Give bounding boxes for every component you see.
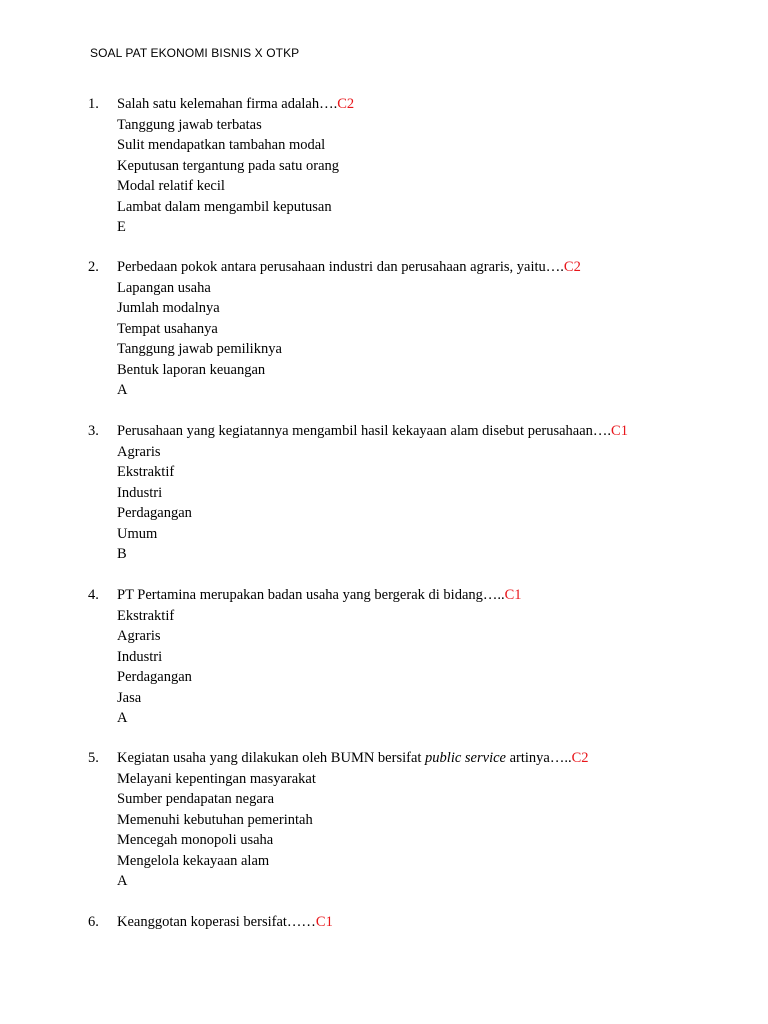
question-body xyxy=(117,585,757,729)
cognitive-level: C1 xyxy=(315,914,333,930)
option-e: Umum xyxy=(117,525,158,542)
stem-text: Salah satu kelemahan firma adalah xyxy=(117,96,320,112)
question-body xyxy=(117,94,757,238)
cognitive-level: C1 xyxy=(504,587,522,603)
stem-dots: ….. xyxy=(549,750,572,766)
option-b: Sumber pendapatan negara xyxy=(117,791,275,807)
cognitive-level: C2 xyxy=(563,259,581,275)
question-body xyxy=(117,748,757,892)
question-body xyxy=(117,257,757,401)
stem-text: Perbedaan pokok antara perusahaan industri dan perusahaan agraris, yaitu xyxy=(117,259,546,275)
option-d: Modal relatif kecil xyxy=(117,178,225,194)
option-e: Lambat dalam mengambil keputusan xyxy=(117,198,332,215)
question-stem xyxy=(117,94,757,115)
question-stem xyxy=(117,748,757,769)
option-d: Mencegah monopoli usaha xyxy=(117,832,274,848)
stem-dots: ….. xyxy=(482,587,505,603)
question-body xyxy=(117,421,757,565)
answer-key: A xyxy=(117,382,128,398)
stem-dots: …… xyxy=(286,914,316,930)
document-title: SOAL PAT EKONOMI BISNIS X OTKP xyxy=(90,46,300,60)
question-stem xyxy=(117,912,757,933)
cognitive-level: C2 xyxy=(571,750,589,766)
answer-key: A xyxy=(117,710,128,726)
cognitive-level: C1 xyxy=(611,423,628,439)
option-b: Ekstraktif xyxy=(117,464,175,480)
option-c: Keputusan tergantung pada satu orang xyxy=(117,157,340,174)
question-number: 1. xyxy=(88,96,99,112)
option-a: Ekstraktif xyxy=(117,607,175,624)
question-stem xyxy=(117,257,757,278)
option-c: Tempat usahanya xyxy=(117,320,218,337)
stem-dots: …. xyxy=(592,423,612,439)
option-e: Jasa xyxy=(117,689,142,706)
option-a: Melayani kepentingan masyarakat xyxy=(117,770,316,787)
answer-key: A xyxy=(117,873,128,889)
option-e: Bentuk laporan keuangan xyxy=(117,361,266,378)
option-c: Industri xyxy=(117,484,163,501)
option-e: Mengelola kekayaan alam xyxy=(117,852,270,869)
option-a: Lapangan usaha xyxy=(117,279,211,296)
stem-text: Kegiatan usaha yang dilakukan oleh BUMN bersifat xyxy=(117,750,426,766)
question-number: 6. xyxy=(88,914,99,930)
stem-italic-term: public service xyxy=(425,750,506,766)
question-stem xyxy=(117,421,757,442)
option-a: Tanggung jawab terbatas xyxy=(117,116,262,133)
answer-key: E xyxy=(117,219,126,235)
option-d: Perdagangan xyxy=(117,669,192,685)
stem-text: Perusahaan yang kegiatannya mengambil hasil kekayaan alam disebut perusahaan xyxy=(117,423,593,439)
question-number: 2. xyxy=(88,259,99,275)
stem-dots: …. xyxy=(319,96,338,112)
question-number: 4. xyxy=(88,587,99,603)
question-number: 3. xyxy=(88,423,99,439)
question-number: 5. xyxy=(88,750,99,766)
stem-text-end: artinya xyxy=(505,750,550,766)
option-c: Industri xyxy=(117,648,163,665)
option-b: Sulit mendapatkan tambahan modal xyxy=(117,137,326,153)
stem-text: Keanggotan koperasi bersifat xyxy=(117,914,287,930)
option-b: Jumlah modalnya xyxy=(117,300,220,316)
stem-text: PT Pertamina merupakan badan usaha yang bergerak di bidang xyxy=(117,587,483,603)
option-a: Agraris xyxy=(117,443,161,460)
option-c: Memenuhi kebutuhan pemerintah xyxy=(117,811,313,828)
option-b: Agraris xyxy=(117,628,161,644)
question-body xyxy=(117,912,757,933)
answer-key: B xyxy=(117,546,127,562)
stem-dots: …. xyxy=(545,259,564,275)
option-d: Perdagangan xyxy=(117,505,192,521)
question-stem xyxy=(117,585,757,606)
option-d: Tanggung jawab pemiliknya xyxy=(117,341,282,357)
cognitive-level: C2 xyxy=(337,96,355,112)
